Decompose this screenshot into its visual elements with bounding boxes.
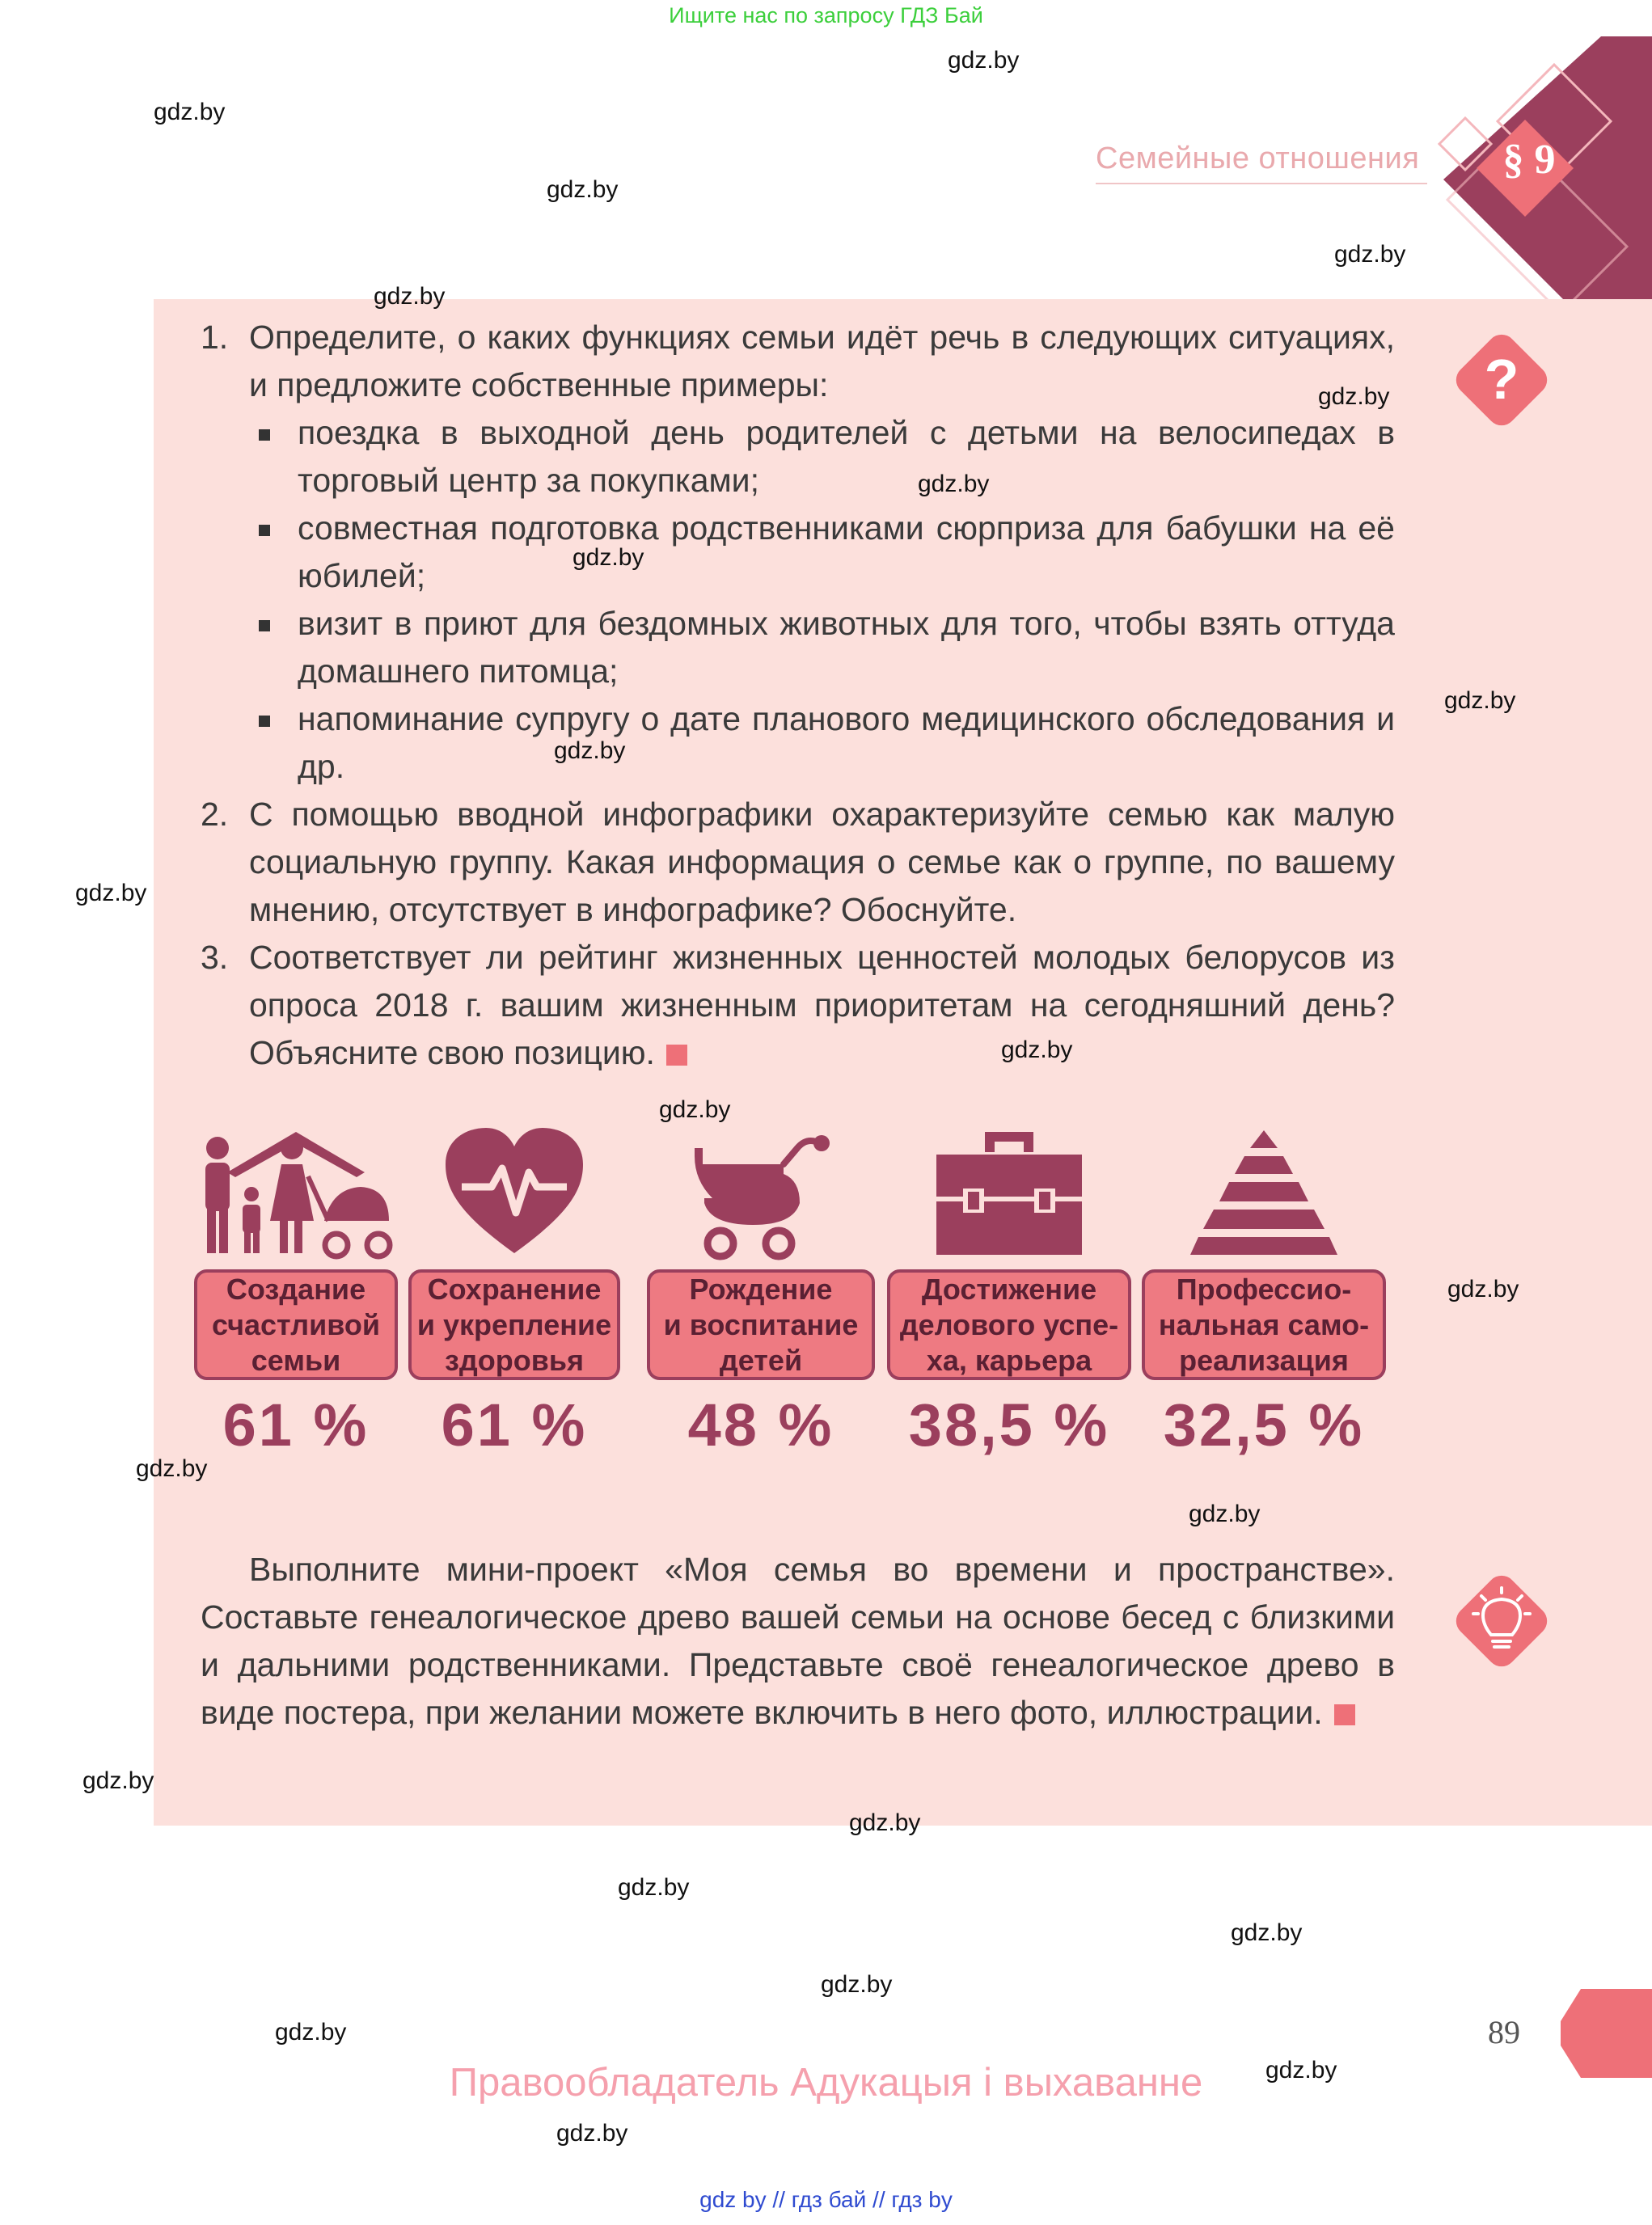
question-text: Соответствует ли рейтинг жизненных ценностей молодых белорусов из опроса 2018 г. вашим жизненным приоритетам на сегодняшний день? Объясните свою позицию.	[249, 939, 1395, 1071]
question-number: 2.	[201, 796, 229, 833]
watermark: gdz.by	[1001, 1037, 1073, 1063]
family-house-icon	[191, 1124, 401, 1261]
pyramid-icon	[1187, 1124, 1341, 1261]
question-text: Определите, о каких функциях семьи идёт речь в следующих ситуациях, и предложите собственные примеры:	[249, 319, 1395, 403]
watermark: gdz.by	[1318, 383, 1390, 410]
infographic-percent: 61 %	[441, 1391, 588, 1459]
list-item: напоминание супругу о дате планового медицинского обследования и др.	[249, 695, 1395, 791]
question-icon	[1441, 319, 1562, 441]
question-number: 3.	[201, 939, 229, 976]
watermark: gdz.by	[849, 1809, 921, 1836]
infographic-label: Профессио- нальная само- реализация	[1142, 1269, 1386, 1380]
watermark: gdz.by	[1447, 1276, 1519, 1302]
watermark: gdz.by	[1231, 1919, 1303, 1946]
infographic-percent: 61 %	[222, 1391, 370, 1459]
infographic-label: Достижение делового успе- ха, карьера	[887, 1269, 1131, 1380]
infographic-label: Сохранение и укрепление здоровья	[408, 1269, 620, 1380]
infographic-label: Рождение и воспитание детей	[647, 1269, 875, 1380]
footer-links[interactable]: gdz by // гдз бай // гдз by	[699, 2187, 953, 2212]
svg-text:?: ?	[1484, 348, 1519, 411]
page-number: 89	[1488, 2014, 1520, 2050]
example-list	[249, 409, 1395, 791]
section-title: Семейные отношения	[1096, 141, 1420, 175]
question-text: С помощью вводной инфографики охарактеризуйте семью как малую социальную группу. Какая информация о семье как о группе, по вашему мнению, отсутствует в инфографике? Обоснуйте.	[249, 796, 1395, 928]
infographic-percent: 48 %	[687, 1391, 834, 1459]
question-number: 1.	[201, 319, 229, 356]
infographic-percent: 32,5 %	[1163, 1391, 1365, 1459]
watermark: gdz.by	[918, 471, 990, 497]
watermark: gdz.by	[82, 1767, 154, 1794]
watermark: gdz.by	[374, 283, 446, 310]
watermark: gdz.by	[618, 1874, 690, 1901]
watermark: gdz.by	[275, 2019, 347, 2046]
watermark: gdz.by	[659, 1096, 731, 1123]
end-marker	[666, 1045, 687, 1066]
watermark: gdz.by	[1444, 687, 1516, 714]
watermark: gdz.by	[556, 2120, 628, 2147]
infographic-label: Создание счастливой семьи	[194, 1269, 398, 1380]
heart-pulse-icon	[442, 1124, 587, 1261]
watermark: gdz.by	[1334, 241, 1406, 268]
list-item: поездка в выходной день родителей с детьми на велосипедах в торговый центр за покупками;	[249, 409, 1395, 505]
watermark: gdz.by	[554, 737, 626, 764]
watermark: gdz.by	[1189, 1501, 1261, 1527]
list-item: совместная подготовка родственниками сюрприза для бабушки на её юбилей;	[249, 505, 1395, 600]
watermark: gdz.by	[572, 544, 644, 571]
question-list	[201, 314, 1395, 1077]
baby-stroller-icon	[688, 1124, 834, 1261]
end-marker	[1334, 1704, 1355, 1725]
paragraph-badge: § 9	[1502, 137, 1556, 183]
search-banner[interactable]: Ищите нас по запросу ГДЗ Бай	[669, 3, 983, 27]
watermark: gdz.by	[136, 1455, 208, 1482]
watermark: gdz.by	[547, 176, 619, 203]
list-item: визит в приют для бездомных животных для того, чтобы взять оттуда домашнего питомца;	[249, 600, 1395, 695]
infographic-percent: 38,5 %	[908, 1391, 1110, 1459]
copyright-notice: Правообладатель Адукацыя і выхаванне	[449, 2061, 1203, 2105]
question-1	[201, 314, 1395, 791]
watermark: gdz.by	[948, 47, 1020, 74]
project-task: Выполните мини-проект «Моя семья во времени и пространстве». Составьте генеалогическое древо вашей семьи на основе бесед с близкими и дальними родственниками. Представьте своё генеалогическое древо в виде постера, при желании можете включить в него фото, иллюстрации.	[201, 1551, 1395, 1731]
watermark: gdz.by	[75, 880, 147, 906]
watermark: gdz.by	[154, 99, 226, 125]
question-2	[201, 791, 1395, 934]
watermark: gdz.by	[1265, 2057, 1337, 2084]
lightbulb-icon	[1441, 1560, 1562, 1682]
briefcase-icon	[932, 1124, 1086, 1261]
watermark: gdz.by	[821, 1971, 893, 1998]
section-rule	[1096, 183, 1427, 184]
question-3	[201, 934, 1395, 1077]
